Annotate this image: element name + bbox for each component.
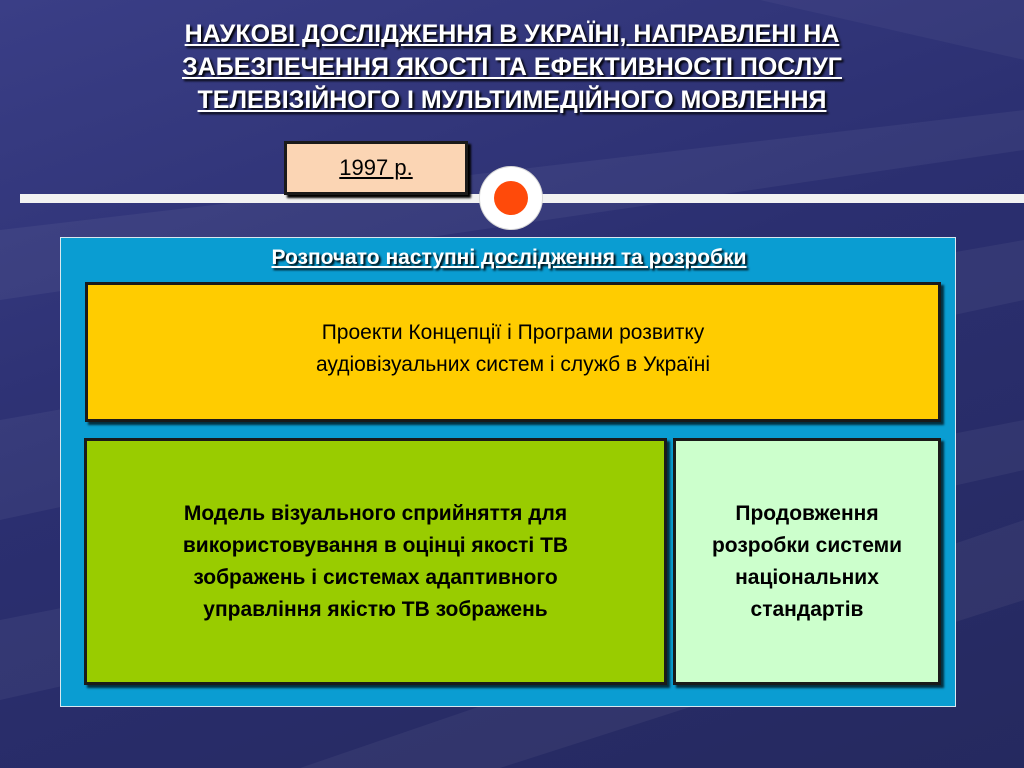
marker-dot-icon — [494, 181, 528, 215]
panel-heading: Розпочато наступні дослідження та розробки — [271, 246, 747, 269]
visual-perception-text: Модель візуального сприйняття для використовування в оцінці якості ТВ зображень і системах адаптивного управління якістю ТВ зображень — [182, 501, 569, 621]
national-standards-box — [673, 438, 941, 685]
year-label: 1997 р. — [284, 141, 468, 195]
title-line-2: ЗАБЕЗПЕЧЕННЯ ЯКОСТІ ТА ЕФЕКТИВНОСТІ ПОСЛУГ — [182, 53, 842, 81]
slide-title — [60, 18, 964, 117]
concept-program-text: Проекти Концепції і Програми розвитку аудіовізуальних систем і служб в Україні — [315, 321, 711, 376]
timeline-marker — [480, 167, 542, 229]
title-line-1: НАУКОВІ ДОСЛІДЖЕННЯ В УКРАЇНІ, НАПРАВЛЕНІ НА — [184, 20, 840, 48]
national-standards-text: Продовження розробки системи національних стандартів — [711, 501, 903, 621]
research-panel — [60, 237, 956, 707]
concept-program-box — [85, 282, 941, 422]
title-line-3: ТЕЛЕВІЗІЙНОГО І МУЛЬТИМЕДІЙНОГО МОВЛЕННЯ — [197, 86, 827, 114]
visual-perception-box — [84, 438, 667, 685]
